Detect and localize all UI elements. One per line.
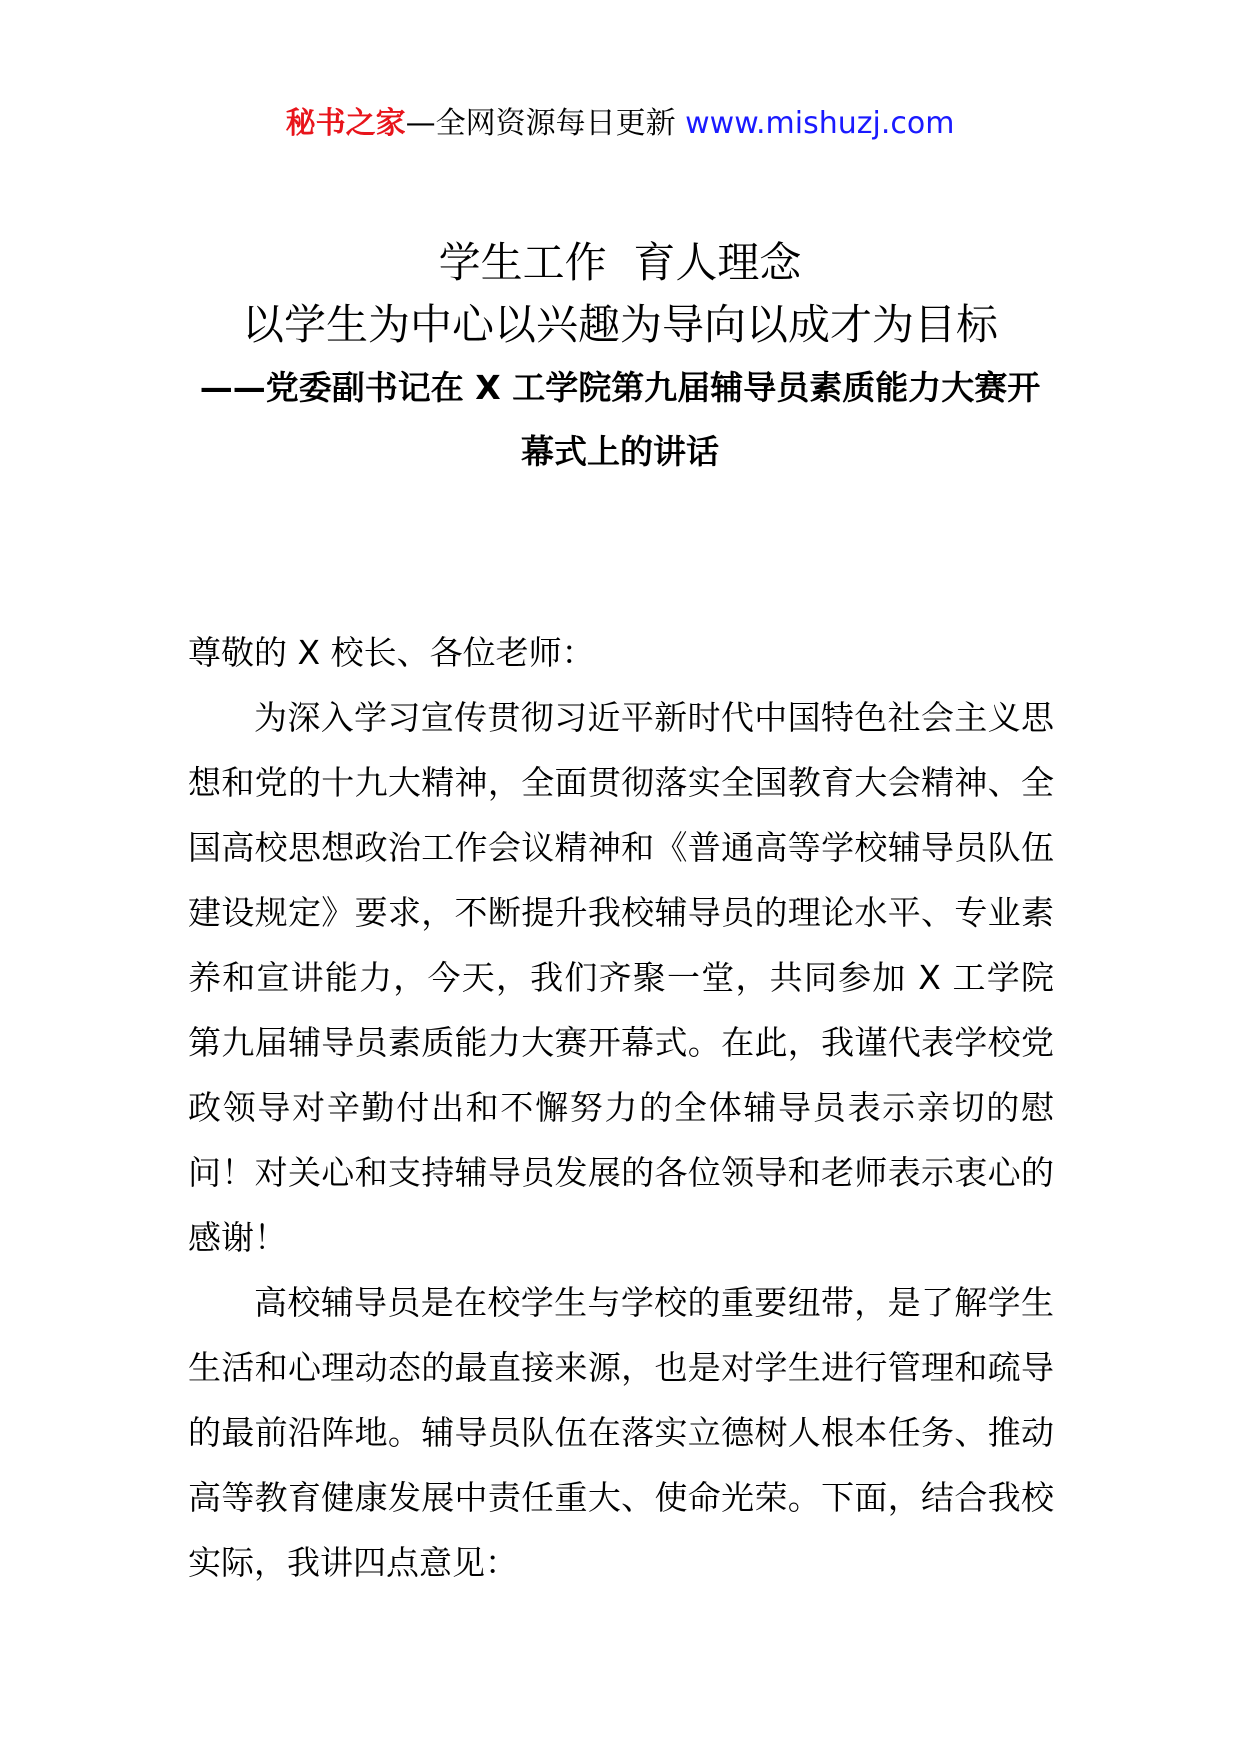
paragraph: 为深入学习宣传贯彻习近平新时代中国特色社会主义思想和党的十九大精神，全面贯彻落实全国教育大会精神、全国高校思想政治工作会议精神和《普通高等学校辅导员队伍建设规定》要求，不断提升我校辅导员的理论水平、专业素养和宣讲能力，今天，我们齐聚一堂，共同参加 X 工学院第九届辅导员素质能力大赛开幕式。在此，我谨代表学校党政领导对辛勤付出和不懈努力的全体辅导员表示亲切的慰问！对关心和支持辅导员发展的各位领导和老师表示衷心的感谢！ bbox=[188, 698, 1054, 1257]
paragraph: 高校辅导员是在校学生与学校的重要纽带，是了解学生生活和心理动态的最直接来源，也是对学生进行管理和疏导的最前沿阵地。辅导员队伍在落实立德树人根本任务、推动高等教育健康发展中责任重大、使命光荣。下面，结合我校实际，我讲四点意见： bbox=[188, 1283, 1054, 1582]
subtitle-line-1: ——党委副书记在 X 工学院第九届辅导员素质能力大赛开 bbox=[199, 368, 1041, 407]
header-tagline: —全网资源每日更新 bbox=[405, 106, 686, 141]
speech-body bbox=[188, 620, 1054, 1595]
title-line-1: 学生工作 育人理念 bbox=[438, 238, 802, 287]
title-line-2: 以学生为中心以兴趣为导向以成才为目标 bbox=[241, 300, 998, 349]
site-url-link[interactable]: www.mishuzj.com bbox=[685, 106, 955, 141]
subtitle-line-2: 幕式上的讲话 bbox=[521, 432, 719, 471]
brand-name: 秘书之家 bbox=[285, 106, 406, 141]
title-block bbox=[0, 232, 1240, 484]
site-header bbox=[0, 102, 1240, 146]
salutation: 尊敬的 X 校长、各位老师： bbox=[188, 633, 595, 672]
